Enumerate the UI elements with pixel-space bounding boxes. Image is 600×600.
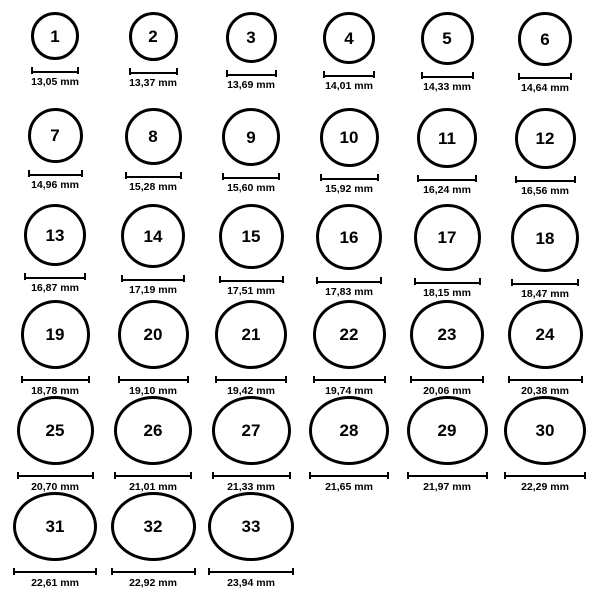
measure-bar-icon [316, 277, 382, 284]
measure-bar-icon [320, 174, 379, 181]
ring-size-cell [202, 108, 300, 204]
diameter-measure [222, 173, 280, 194]
ring-size-cell [104, 396, 202, 492]
ring-size-cell [104, 204, 202, 300]
diameter-measure [410, 376, 484, 397]
ring-size-cell [202, 12, 300, 108]
diameter-measure [24, 273, 86, 294]
ring-circle [504, 396, 586, 465]
ring-size-cell [104, 492, 202, 588]
ring-size-number: 8 [148, 127, 158, 146]
ring-size-number: 20 [143, 324, 163, 344]
ring-size-number: 4 [344, 28, 354, 48]
ring-size-number: 2 [148, 27, 158, 46]
ring-circle [28, 108, 83, 163]
diameter-measure [121, 275, 185, 296]
measure-bar-icon [129, 68, 178, 75]
measure-bar-icon [515, 176, 576, 183]
diameter-label: 15,92 mm [325, 183, 373, 195]
diameter-measure [508, 376, 583, 397]
ring-size-cell [202, 204, 300, 300]
diameter-measure [21, 376, 90, 397]
ring-size-number: 29 [437, 420, 457, 440]
diameter-measure [407, 472, 488, 493]
diameter-label: 21,01 mm [129, 480, 177, 493]
ring-size-cell [202, 492, 300, 588]
diameter-label: 22,92 mm [129, 576, 177, 589]
ring-size-cell [398, 396, 496, 492]
ring-circle [316, 204, 382, 270]
measure-bar-icon [24, 273, 86, 280]
ring-circle [215, 300, 287, 369]
diameter-label: 19,74 mm [325, 384, 373, 397]
measure-bar-icon [508, 376, 583, 383]
ring-size-number: 12 [535, 129, 555, 148]
diameter-measure [226, 70, 277, 91]
diameter-measure [219, 276, 284, 297]
measure-bar-icon [410, 376, 484, 383]
measure-bar-icon [504, 472, 586, 479]
diameter-label: 21,33 mm [227, 480, 275, 493]
ring-size-number: 28 [339, 420, 359, 440]
ring-size-number: 22 [339, 324, 359, 344]
diameter-label: 21,97 mm [423, 480, 471, 493]
diameter-label: 19,42 mm [227, 384, 275, 397]
measure-bar-icon [226, 70, 277, 77]
measure-bar-icon [518, 73, 572, 80]
diameter-label: 14,96 mm [31, 179, 79, 191]
ring-size-grid [6, 12, 594, 588]
diameter-label: 20,38 mm [521, 384, 569, 397]
measure-bar-icon [414, 278, 481, 285]
measure-bar-icon [417, 175, 477, 182]
ring-size-number: 7 [50, 126, 60, 145]
diameter-measure [111, 568, 196, 589]
ring-circle [309, 396, 389, 465]
measure-bar-icon [208, 568, 294, 575]
ring-size-number: 16 [339, 227, 359, 247]
ring-size-cell [202, 396, 300, 492]
ring-circle [21, 300, 90, 369]
diameter-label: 13,69 mm [227, 79, 275, 91]
diameter-label: 13,05 mm [31, 76, 79, 88]
diameter-measure [421, 72, 474, 93]
diameter-label: 20,70 mm [31, 480, 79, 493]
ring-circle [226, 12, 277, 63]
ring-size-number: 23 [437, 324, 457, 344]
ring-circle [219, 204, 284, 269]
measure-bar-icon [118, 376, 189, 383]
ring-size-cell [6, 300, 104, 396]
diameter-measure [504, 472, 586, 493]
diameter-measure [17, 472, 94, 493]
diameter-measure [118, 376, 189, 397]
ring-size-number: 15 [241, 227, 261, 246]
diameter-label: 14,01 mm [325, 80, 373, 92]
diameter-measure [417, 175, 477, 196]
diameter-measure [313, 376, 386, 397]
ring-circle [208, 492, 294, 561]
diameter-label: 23,94 mm [227, 576, 275, 589]
measure-bar-icon [323, 71, 375, 78]
ring-size-cell [6, 108, 104, 204]
diameter-label: 22,29 mm [521, 480, 569, 493]
diameter-measure [28, 170, 83, 191]
measure-bar-icon [511, 279, 579, 286]
diameter-label: 18,78 mm [31, 384, 79, 397]
diameter-measure [309, 472, 389, 493]
measure-bar-icon [215, 376, 287, 383]
diameter-label: 19,10 mm [129, 384, 177, 397]
measure-bar-icon [219, 276, 284, 283]
ring-size-number: 1 [50, 26, 60, 46]
ring-size-number: 18 [535, 228, 555, 248]
diameter-measure [323, 71, 375, 92]
diameter-measure [13, 568, 97, 589]
measure-bar-icon [407, 472, 488, 479]
ring-circle [511, 204, 579, 272]
ring-circle [17, 396, 94, 465]
ring-size-number: 3 [246, 28, 256, 47]
ring-circle [421, 12, 474, 65]
diameter-measure [208, 568, 294, 589]
ring-circle [114, 396, 192, 465]
diameter-label: 14,64 mm [521, 82, 569, 94]
ring-size-cell [104, 108, 202, 204]
diameter-label: 16,24 mm [423, 184, 471, 196]
ring-size-cell [398, 300, 496, 396]
ring-size-cell [6, 492, 104, 588]
ring-size-number: 10 [339, 128, 359, 147]
ring-circle [111, 492, 196, 561]
ring-circle [222, 108, 280, 166]
ring-size-number: 33 [241, 516, 261, 536]
diameter-measure [316, 277, 382, 298]
measure-bar-icon [421, 72, 474, 79]
ring-size-cell [6, 12, 104, 108]
measure-bar-icon [28, 170, 83, 177]
ring-size-cell [496, 204, 594, 300]
ring-size-number: 6 [540, 29, 550, 49]
ring-size-cell [496, 300, 594, 396]
ring-size-cell [202, 300, 300, 396]
ring-circle [24, 204, 86, 266]
ring-circle [129, 12, 178, 61]
ring-circle [118, 300, 189, 369]
ring-size-number: 14 [143, 226, 163, 246]
ring-size-cell [300, 108, 398, 204]
measure-bar-icon [222, 173, 280, 180]
ring-circle [407, 396, 488, 465]
measure-bar-icon [309, 472, 389, 479]
ring-size-cell [496, 396, 594, 492]
ring-circle [518, 12, 572, 66]
measure-bar-icon [125, 172, 182, 179]
ring-size-number: 25 [45, 420, 65, 440]
ring-size-number: 11 [438, 128, 456, 148]
ring-size-number: 32 [143, 516, 163, 536]
ring-size-cell [398, 204, 496, 300]
ring-size-cell [104, 300, 202, 396]
diameter-label: 18,47 mm [521, 288, 569, 300]
ring-size-cell [496, 12, 594, 108]
diameter-label: 16,87 mm [31, 282, 79, 294]
diameter-label: 22,61 mm [31, 576, 79, 589]
diameter-label: 18,15 mm [423, 287, 471, 299]
measure-bar-icon [111, 568, 196, 575]
ring-circle [508, 300, 583, 369]
diameter-measure [129, 68, 178, 89]
diameter-measure [414, 278, 481, 299]
diameter-measure [212, 472, 291, 493]
ring-circle [125, 108, 182, 165]
measure-bar-icon [212, 472, 291, 479]
measure-bar-icon [313, 376, 386, 383]
measure-bar-icon [17, 472, 94, 479]
diameter-label: 20,06 mm [423, 384, 471, 397]
diameter-measure [31, 67, 79, 88]
diameter-label: 15,28 mm [129, 181, 177, 193]
ring-circle [417, 108, 477, 168]
diameter-measure [125, 172, 182, 193]
ring-size-cell [496, 108, 594, 204]
measure-bar-icon [21, 376, 90, 383]
ring-circle [410, 300, 484, 369]
ring-circle [414, 204, 481, 271]
diameter-label: 13,37 mm [129, 77, 177, 89]
ring-circle [515, 108, 576, 169]
diameter-measure [320, 174, 379, 195]
ring-size-cell [104, 12, 202, 108]
diameter-label: 14,33 mm [423, 81, 471, 93]
ring-size-cell [300, 300, 398, 396]
ring-size-number: 31 [45, 516, 65, 536]
ring-size-number: 17 [437, 228, 457, 247]
ring-size-number: 19 [45, 324, 65, 344]
diameter-label: 16,56 mm [521, 185, 569, 197]
ring-size-number: 30 [535, 420, 555, 440]
ring-circle [323, 12, 375, 64]
diameter-label: 17,83 mm [325, 286, 373, 298]
ring-size-number: 27 [241, 420, 261, 440]
ring-circle [121, 204, 185, 268]
diameter-measure [215, 376, 287, 397]
ring-size-number: 13 [45, 225, 65, 245]
ring-size-number: 26 [143, 420, 163, 440]
measure-bar-icon [13, 568, 97, 575]
diameter-label: 21,65 mm [325, 480, 373, 493]
ring-size-number: 21 [241, 324, 261, 344]
ring-size-number: 5 [442, 29, 452, 48]
measure-bar-icon [121, 275, 185, 282]
ring-circle [212, 396, 291, 465]
ring-size-cell [398, 108, 496, 204]
ring-size-cell [6, 204, 104, 300]
ring-circle [31, 12, 79, 60]
measure-bar-icon [114, 472, 192, 479]
ring-circle [13, 492, 97, 561]
ring-circle [320, 108, 379, 167]
diameter-measure [511, 279, 579, 300]
ring-size-cell [300, 396, 398, 492]
ring-size-cell [300, 12, 398, 108]
diameter-measure [518, 73, 572, 94]
diameter-label: 17,19 mm [129, 284, 177, 296]
ring-size-number: 24 [535, 324, 555, 344]
measure-bar-icon [31, 67, 79, 74]
ring-size-cell [6, 396, 104, 492]
diameter-label: 17,51 mm [227, 285, 275, 297]
ring-size-number: 9 [246, 127, 256, 147]
diameter-label: 15,60 mm [227, 182, 275, 194]
ring-size-cell [398, 12, 496, 108]
ring-circle [313, 300, 386, 369]
diameter-measure [114, 472, 192, 493]
ring-size-cell [300, 204, 398, 300]
diameter-measure [515, 176, 576, 197]
